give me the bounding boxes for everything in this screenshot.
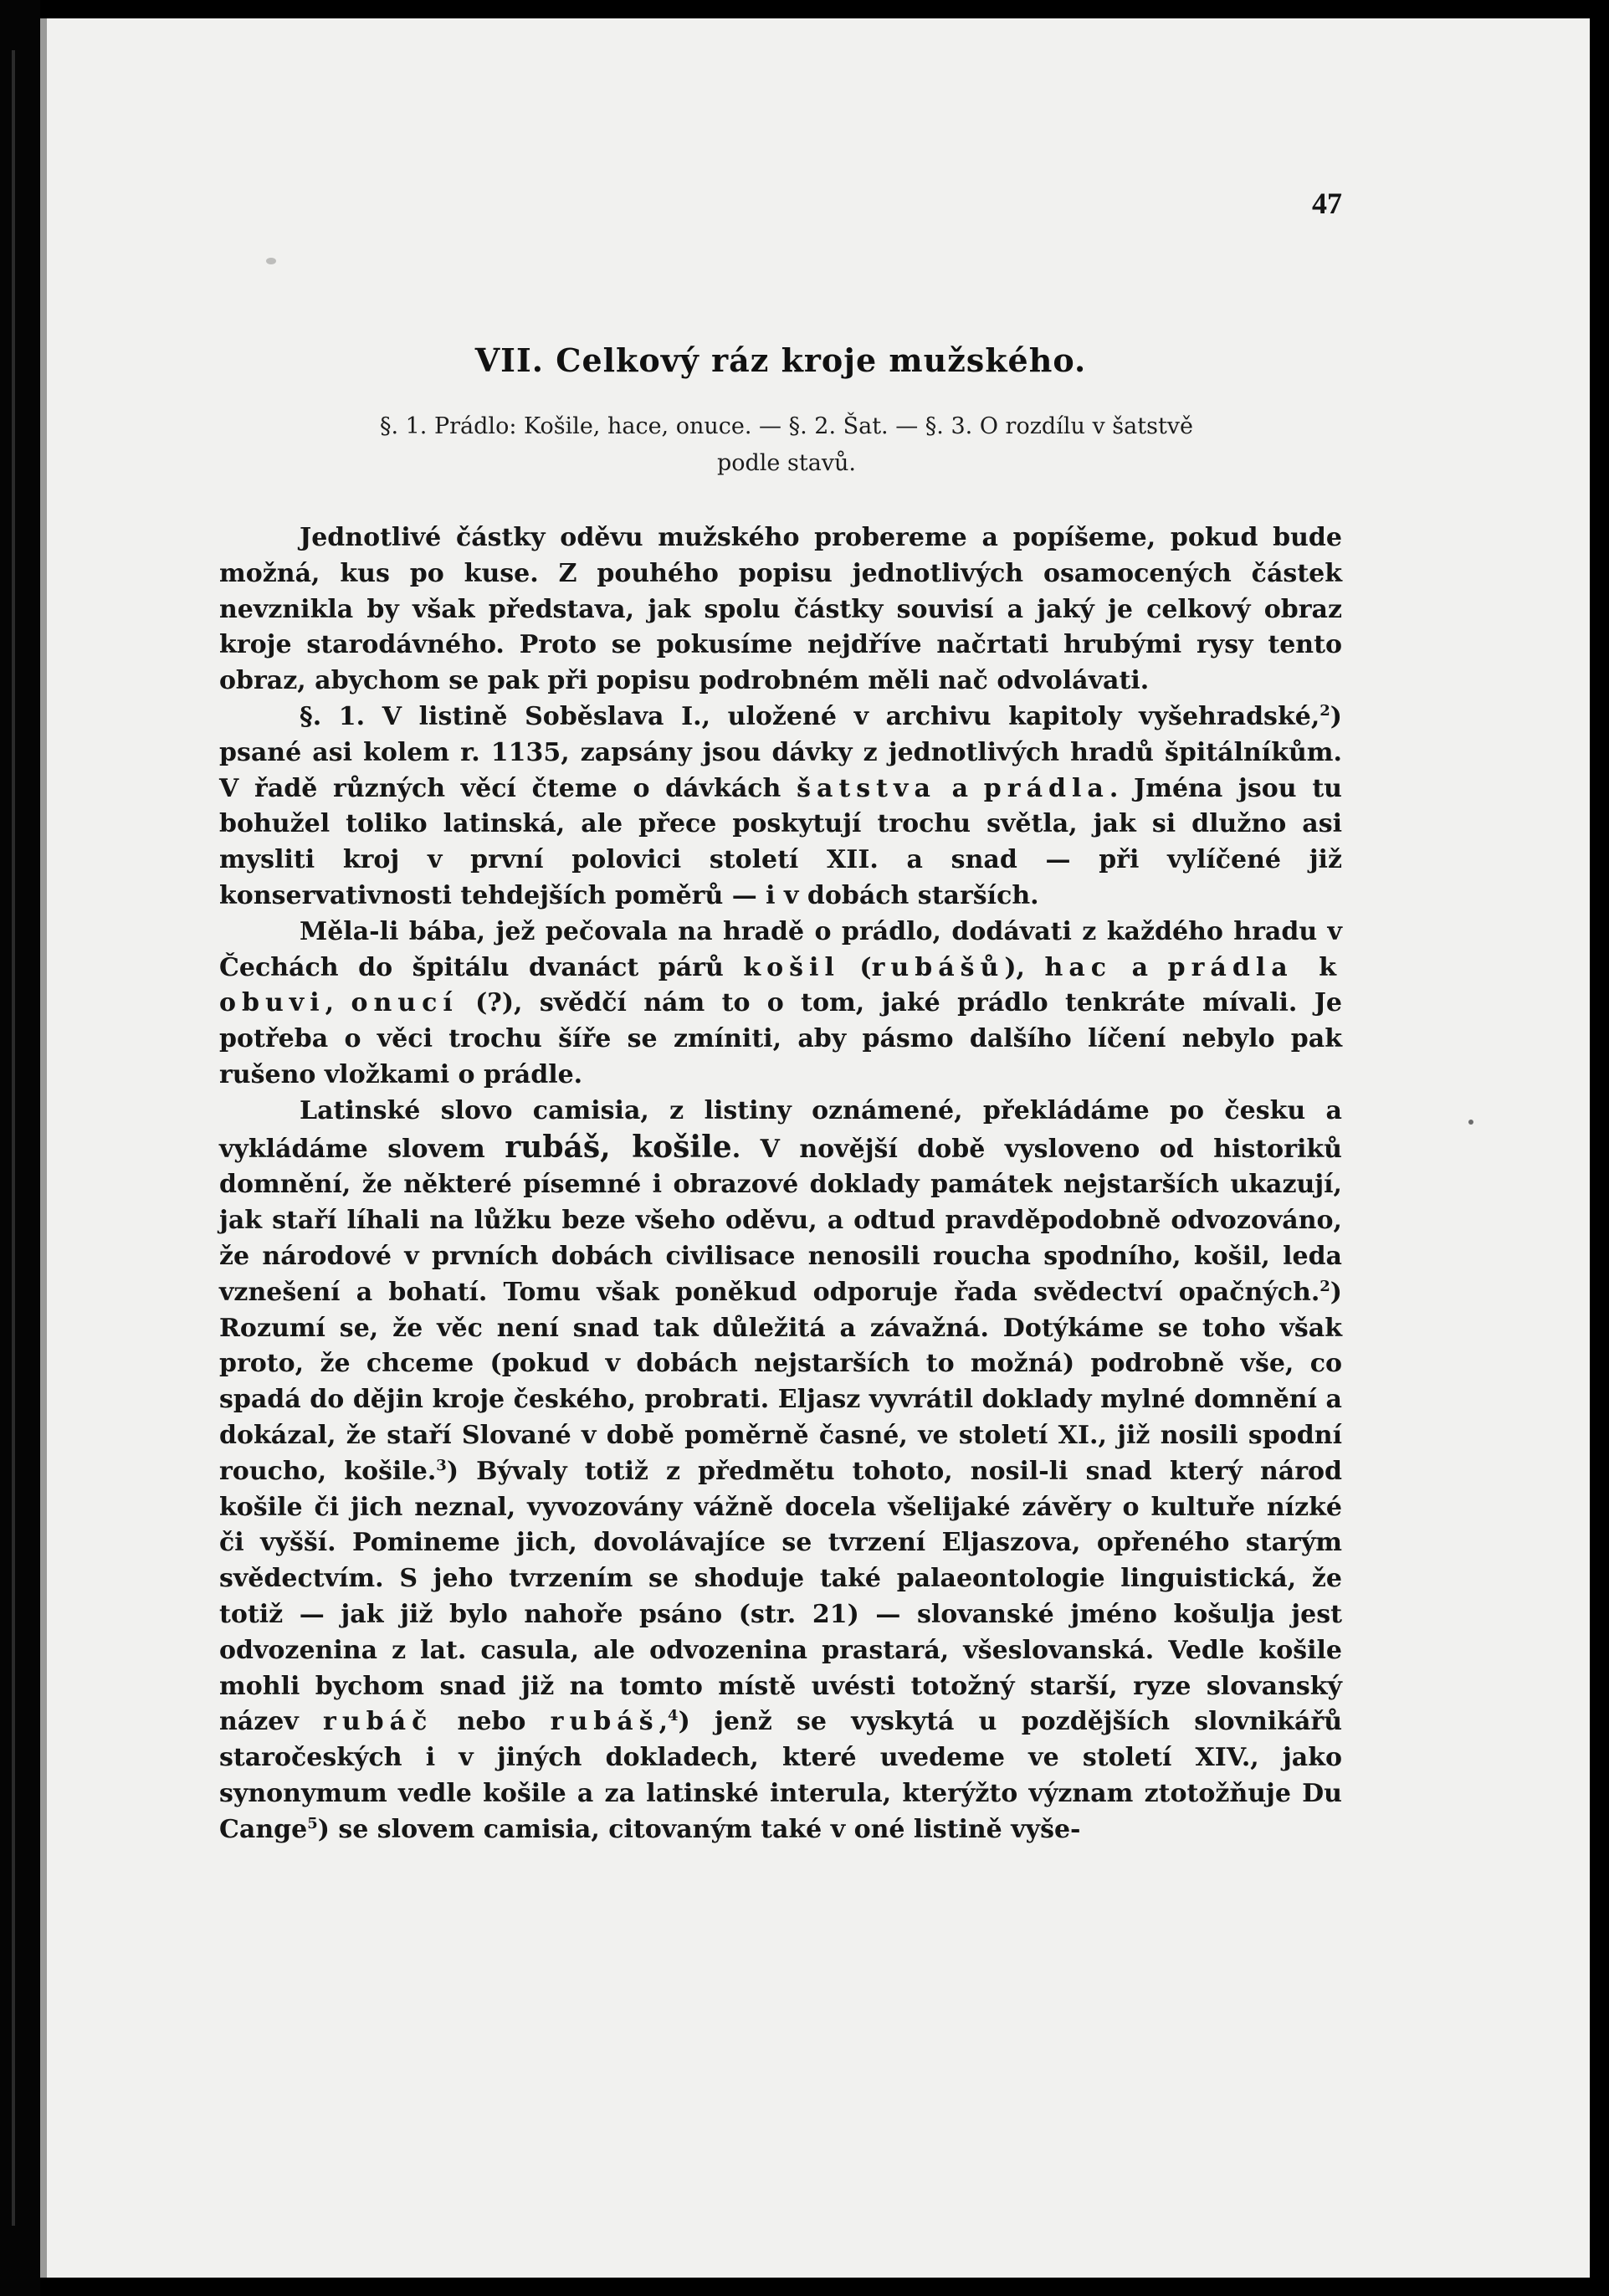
ink-smudge: [266, 258, 276, 264]
spaced-word: rubáš: [550, 1707, 659, 1737]
spaced-word: košil: [743, 952, 840, 982]
p2-text-a: §. 1. V listině Soběslava I., uložené v archivu kapitoly vyšehradské,: [300, 701, 1320, 731]
spaced-word: onucí: [351, 988, 459, 1018]
p2-text-b: ) psané asi kolem r. 1135, zapsány jsou dávky z jednotlivých hradů špitálníkům. V řadě různých věcí čteme o dávkách: [219, 701, 1342, 803]
paragraph-1: Jednotlivé částky oděvu mužského probereme a popíšeme, pokud bude možná, kus po kuse. Z pouhého popisu jednotlivých osamocených částek nevznikla by však představa, jak spolu částky souvisí a jaký je celkový obraz kroje starodávného. Proto se pokusíme nejdříve načrtati hrubými rysy tento obraz, abychom se pak při popisu podrobném měli nač odvolávati.: [219, 523, 1342, 696]
footnote-ref: 5: [307, 1814, 318, 1832]
p2-text-c: a: [935, 773, 984, 803]
contents-line-1: §. 1. Prádlo: Košile, hace, onuce. — §. 2. Šat. — §. 3. O rozdílu v šatstvě: [379, 413, 1194, 439]
p3-text-f: (?), svědčí nám to o tom, jaké prádlo tenkráte mívali. Je potřeba o věci trochu šíře se zmíniti, aby pásmo dalšího líčení nebylo pak rušeno vložkami o prádle.: [219, 988, 1342, 1089]
body-text: [219, 520, 1342, 1848]
scan-edge-line: [12, 50, 15, 2226]
page-number: 47: [1312, 187, 1342, 220]
paragraph-2: [219, 700, 1342, 915]
p4-text-c: ) Rozumí se, že věc není snad tak důležitá a závažná. Dotýkáme se toho však proto, že chceme (pokud v dobách nejstarších to možná) podrobně vše, co spadá do dějin kroje českého, probrati. Eljasz vyvrátil doklady mylné domnění a dokázal, že staří Slované v době poměrně časné, ve století XI., již nosili spodní roucho, košile.: [219, 1277, 1342, 1486]
ink-speck: [1468, 1120, 1473, 1125]
spaced-word: rubášů: [871, 952, 1005, 982]
p2-text-d: . Jména jsou tu bohužel toliko latinská, ale přece poskytují trochu světla, jak si dlužno asi mysliti kroj v první polovici století XII. a snad — při vylíčené již konservativnosti tehdejších poměrů — i v dobách starších.: [219, 773, 1342, 910]
p3-text-b: (: [839, 952, 872, 982]
p4-text-h: ) se slovem camisia, citovaným také v oné listině vyše-: [317, 1814, 1081, 1844]
p3-text-e: ,: [325, 988, 351, 1018]
paragraph-4: [219, 1094, 1342, 1848]
spaced-word: prádla k obuvi: [219, 952, 1343, 1018]
p4-text-b: . V novější době vysloveno od historiků domnění, že některé písemné i obrazové doklady památek nejstarších ukazují, jak staří líhali na lůžku beze všeho oděvu, a odtud pravděpodobně odvozováno, že národové v prvních dobách civilisace nenosili roucha spodního, košil, leda vznešení a bohatí. Tomu však poněkud odporuje řada svědectví opačných.: [219, 1134, 1342, 1307]
p3-text-d: a: [1112, 952, 1168, 982]
spaced-word: hac: [1044, 952, 1113, 982]
contents-line-2: podle stavů.: [716, 450, 857, 476]
chapter-contents: [243, 408, 1330, 482]
p4-text-g: ) jenž se vyskytá u pozdějších slovnikářů staročeských i v jiných dokladech, které uvedeme ve století XIV., jako synonymum vedle košile a za latinské interula, kterýžto význam ztotožňuje Du Cange: [219, 1707, 1342, 1844]
spaced-word: prádla: [983, 773, 1109, 803]
large-term: rubáš, košile: [505, 1129, 732, 1165]
scan-left-border: [0, 0, 40, 2296]
p4-text-a: Latinské slovo camisia, z listiny oznámené, překládáme po česku a vykládáme slovem: [219, 1095, 1342, 1164]
paragraph-3: [219, 915, 1342, 1094]
p4-text-d: ) Bývaly totiž z předmětu tohoto, nosil-li snad který národ košile či jich neznal, vyvozovány vážně docela všelijaké závěry o kultuře nízké či vyšší. Pomineme jich, dovolávajíce se tvrzení Eljaszova, opřeného starým svědectvím. S jeho tvrzením se shoduje také palaeontologie linguistická, že totiž — jak již bylo nahoře psáno (str. 21) — slovanské jméno košulja jest odvozenina z lat. casula, ale odvozenina prastará, všeslovanská. Vedle košile mohli bychom snad již na tomto místě uvésti totožný starší, ryze slovanský název: [219, 1456, 1342, 1737]
footnote-ref: 3: [436, 1456, 447, 1474]
p3-text-c: ),: [1004, 952, 1045, 982]
chapter-title: VII. Celkový ráz kroje mužského.: [474, 341, 1087, 379]
p4-text-e: nebo: [433, 1707, 551, 1737]
footnote-ref: 2: [1319, 701, 1330, 720]
footnote-ref: 2: [1319, 1277, 1330, 1295]
p4-text-f: ,: [658, 1707, 669, 1737]
p3-text-a: Měla-li bába, jež pečovala na hradě o prádlo, dodávati z každého hradu v Čechách do špitálu dvanáct párů: [219, 916, 1342, 982]
footnote-ref: 4: [668, 1707, 679, 1725]
spaced-word: rubáč: [323, 1707, 433, 1737]
spaced-word: šatstva: [797, 773, 936, 803]
